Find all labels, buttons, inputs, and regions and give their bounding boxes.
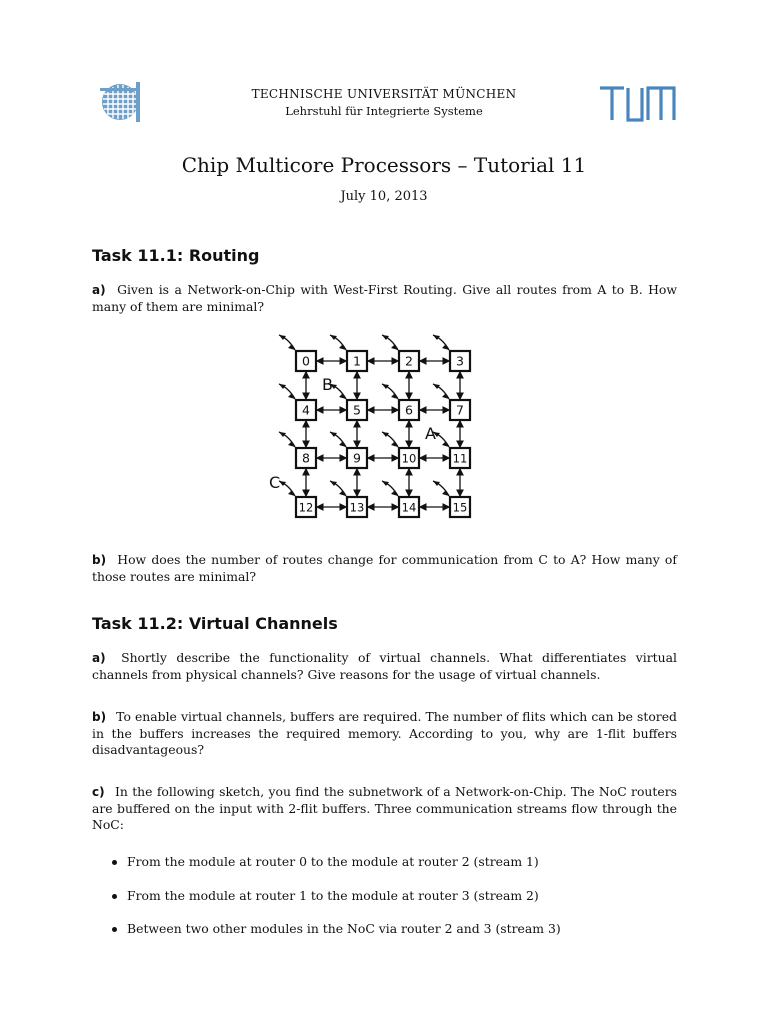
router-number: 13 [349,500,365,515]
router-node [450,351,470,371]
module-link-arrowhead [382,384,398,399]
module-link-arrowhead [433,481,449,496]
router-number: 0 [302,353,310,369]
question-text: In the following sketch, you find the subnetwork of a Network-on-Chip. The NoC routers are buffered on the input with 2-flit buffers. Three communication streams flow through the NoC: [92,784,677,832]
bullet-icon [112,860,117,865]
module-link-arrowhead [279,432,295,447]
document-date: July 10, 2013 [340,189,428,204]
router-number: 1 [353,353,361,369]
module-link-arrowhead [279,384,295,399]
router-node [296,351,316,371]
router-node [347,351,367,371]
module-link-arrowhead [382,481,398,496]
module-link-arrowhead [279,335,295,350]
question-text: Given is a Network-on-Chip with West-First Routing. Give all routes from A to B. How many of them are minimal? [92,282,677,314]
part-label: c) [92,785,105,799]
list-item [110,887,680,921]
router-number: 5 [353,402,361,418]
router-number: 9 [353,450,361,466]
bullet-icon [112,894,117,899]
router-number: 7 [456,402,464,418]
part-label: b) [92,710,107,724]
module-link-arrowhead [330,481,346,496]
router-number: 4 [302,402,310,418]
part-label: b) [92,553,107,567]
router-node [399,400,419,420]
task-11-1-b [92,552,677,585]
module-link-arrowhead [330,432,346,447]
module-link-arrowhead [382,432,398,447]
module-link-arrowhead [330,335,346,350]
bullet-icon [112,927,117,932]
router-number: 12 [298,500,314,515]
router-node [399,351,419,371]
router-number: 10 [401,451,417,466]
router-node [450,448,470,468]
task-11-2-heading: Task 11.2: Virtual Channels [92,614,338,633]
router-node [296,497,316,517]
node-label-A: A [425,424,436,443]
node-label-C: C [269,473,281,492]
list-item-text: From the module at router 1 to the module at router 3 (stream 2) [127,887,539,903]
router-node [347,497,367,517]
part-label: a) [92,283,106,297]
router-node [399,448,419,468]
list-item-text: From the module at router 0 to the module at router 2 (stream 1) [127,854,539,869]
router-node [296,400,316,420]
module-link-arrowhead [279,481,295,496]
router-number: 3 [456,353,464,369]
stream-list [110,853,680,954]
router-node [347,448,367,468]
router-node [296,448,316,468]
router-number: 8 [302,450,310,466]
router-number: 11 [452,451,468,466]
list-item [110,853,680,887]
task-11-2-c [92,784,677,834]
module-link-arrowhead [433,384,449,399]
noc-mesh-diagram [262,334,488,524]
router-node [399,497,419,517]
task-11-1-heading: Task 11.1: Routing [92,246,260,265]
document-title: Chip Multicore Processors – Tutorial 11 [181,153,587,177]
question-text: Shortly describe the functionality of virtual channels. What differentiates virtual channels from physical channels? Give reasons for the usage of virtual channels. [92,650,677,682]
router-number: 2 [405,353,413,369]
router-node [450,400,470,420]
module-link-arrowhead [433,335,449,350]
question-text: To enable virtual channels, buffers are required. The number of flits which can be stored in the buffers increases the required memory. According to you, why are 1-flit buffers disadvantageous? [92,709,677,757]
router-number: 14 [401,500,417,515]
node-label-B: B [322,375,333,394]
university-name: TECHNISCHE UNIVERSITÄT MÜNCHEN [251,87,517,101]
task-11-2-a [92,650,677,683]
router-number: 15 [452,500,468,515]
tum-logo-icon [598,86,676,122]
router-node [347,400,367,420]
module-link-arrowhead [382,335,398,350]
list-item-text: Between two other modules in the NoC via router 2 and 3 (stream 3) [127,921,561,936]
question-text: How does the number of routes change for communication from C to A? How many of those routes are minimal? [92,552,677,584]
list-item [110,920,680,954]
task-11-1-a [92,282,677,315]
task-11-2-b [92,709,677,759]
router-number: 6 [405,402,413,418]
chair-name: Lehrstuhl für Integrierte Systeme [285,104,483,118]
router-node [450,497,470,517]
part-label: a) [92,651,106,665]
